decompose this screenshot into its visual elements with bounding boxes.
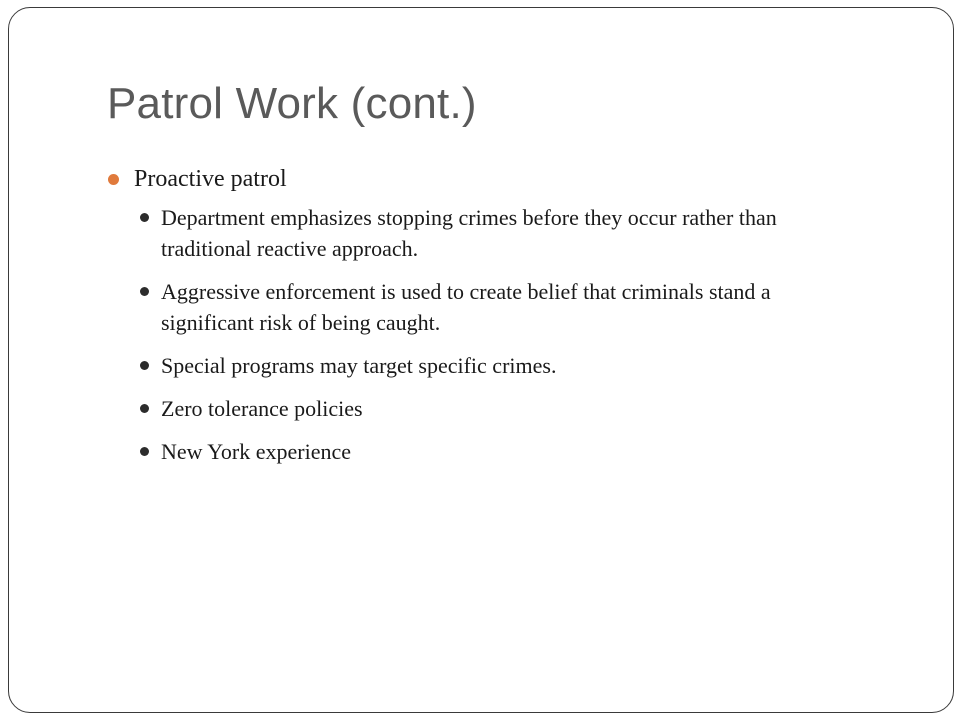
sub-bullet-text: Special programs may target specific crimes. [161,353,557,378]
sub-bullet-group [106,202,866,467]
sub-bullet-zero-tolerance [140,393,866,424]
slide-title: Patrol Work (cont.) [107,79,477,128]
bullet-text: Proactive patrol [134,166,287,192]
bullet-proactive-patrol [106,162,866,196]
sub-bullet-aggressive-enforcement [140,276,866,338]
sub-bullet-special-programs [140,350,866,381]
bullet-dot-icon [140,447,149,456]
sub-bullet-text: New York experience [161,439,351,464]
sub-bullet-department-emphasis [140,202,866,264]
sub-bullet-text: Aggressive enforcement is used to create belief that criminals stand a significant risk of being caught. [161,279,771,335]
bullet-dot-icon [140,404,149,413]
sub-bullet-list [106,202,866,467]
bullet-dot-icon [140,287,149,296]
bullet-list [106,162,866,479]
orange-bullet-icon [108,174,119,185]
sub-bullet-text: Department emphasizes stopping crimes before they occur rather than traditional reactive approach. [161,205,777,261]
sub-bullet-text: Zero tolerance policies [161,396,363,421]
bullet-dot-icon [140,361,149,370]
bullet-dot-icon [140,213,149,222]
sub-bullet-new-york [140,436,866,467]
